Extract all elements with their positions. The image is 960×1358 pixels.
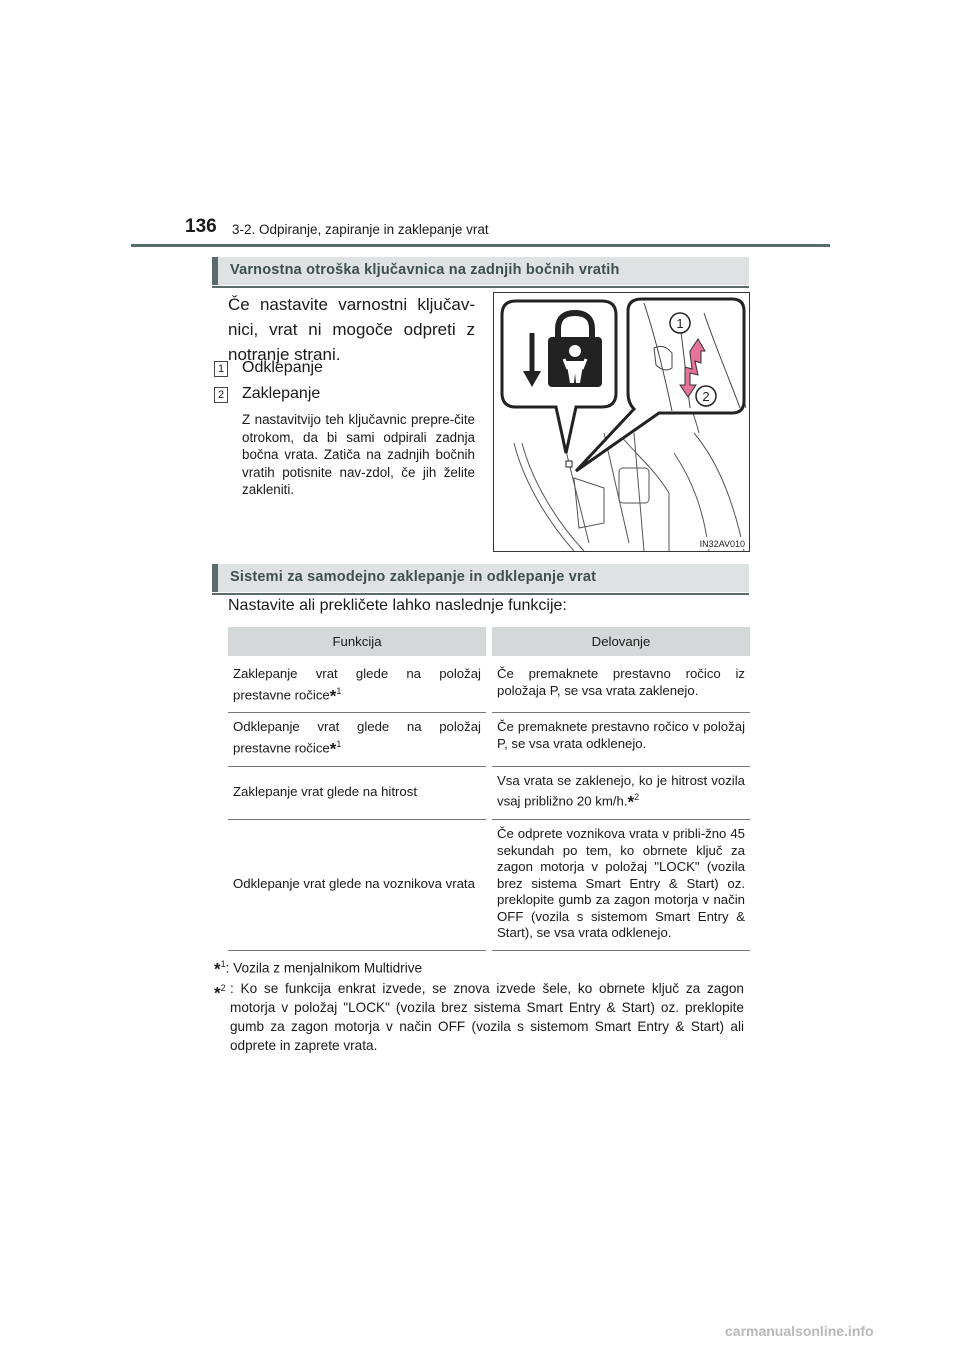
column-header-function: Funkcija xyxy=(228,627,489,658)
item-number: 2 xyxy=(214,387,228,403)
chapter-title: 3-2. Odpiranje, zapiranje in zaklepanje vrat xyxy=(232,222,489,237)
callout-1: 1 xyxy=(676,316,684,331)
footnote-1: *$^1$: Vozila z menjalnikom Multidrive xyxy=(214,959,423,979)
child-lock-illustration xyxy=(493,292,750,552)
table-header-row xyxy=(228,627,750,658)
function-cell: Odklepanje vrat glede na položaj prestavne ročice*$^1$ xyxy=(228,713,489,766)
operation-cell: Vsa vrata se zaklenejo, ko je hitrost vozila vsaj približno 20 km/h.*$^2$ xyxy=(489,766,750,819)
item-number: 1 xyxy=(214,361,228,377)
lead-text: Nastavite ali prekličete lahko naslednje funkcije: xyxy=(228,597,567,614)
function-cell: Zaklepanje vrat glede na položaj prestavne ročice*$^1$ xyxy=(228,658,489,713)
operation-cell: Če premaknete prestavno ročico v položaj P, se vsa vrata odklenejo. xyxy=(489,713,750,766)
functions-table xyxy=(228,627,750,951)
section-heading-child-lock xyxy=(212,257,749,285)
door-illustration xyxy=(494,293,750,552)
table-row xyxy=(228,658,750,713)
note-text: Z nastavitvijo teh ključavnic prepre-čite otrokom, da bi sami odpirali zadnja bočna vrata. Zatiča na zadnjih bočnih vratih potisnite nav-zdol, če jih želite zakleniti. xyxy=(242,412,475,497)
column-header-operation: Delovanje xyxy=(489,627,750,658)
section-heading-auto-lock xyxy=(212,564,749,592)
intro-text: Če nastavite varnostni ključav-nici, vrat ni mogoče odpreti z notranje strani. xyxy=(228,295,475,364)
footnote-2: *$^2$ : Ko se funkcija enkrat izvede, se znova izvede šele, ko obrnete ključ za zagon motorja v položaj "LOCK" (vozila brez sistema Smart Entry & Start) oz. preklopite gumb za zagon motorja v način OFF (vozila s sistemom Smart Entry & Start) ali odprete in zaprete vrata. xyxy=(214,981,744,1053)
watermark: carmanualsonline.info xyxy=(725,1323,874,1339)
table-row xyxy=(228,820,750,951)
figure-code: IN32AV010 xyxy=(699,539,745,549)
item-label-lock: Zaklepanje xyxy=(242,385,321,402)
function-cell: Odklepanje vrat glede na voznikova vrata xyxy=(228,820,489,951)
section-title: Varnostna otroška ključavnica na zadnjih bočnih vratih xyxy=(230,262,620,278)
table-row xyxy=(228,766,750,819)
operation-cell: Če odprete voznikova vrata v pribli-žno 45 sekundah po tem, ko obrnete ključ za zagon motorja v položaj "LOCK" (vozila brez sistema Smart Entry & Start) oz. preklopite gumb za zagon motorja v način OFF (vozila s sistemom Smart Entry & Start), se vsa vrata odklenejo. xyxy=(489,820,750,951)
callout-2: 2 xyxy=(702,389,710,404)
section-title: Sistemi za samodejno zaklepanje in odklepanje vrat xyxy=(230,569,597,585)
table-row xyxy=(228,713,750,766)
item-label-unlock: Odklepanje xyxy=(242,359,323,376)
header-rule xyxy=(131,244,830,247)
function-cell: Zaklepanje vrat glede na hitrost xyxy=(228,766,489,819)
page-number: 136 xyxy=(185,216,217,237)
operation-cell: Če premaknete prestavno ročico iz položaja P, se vsa vrata zaklenejo. xyxy=(489,658,750,713)
